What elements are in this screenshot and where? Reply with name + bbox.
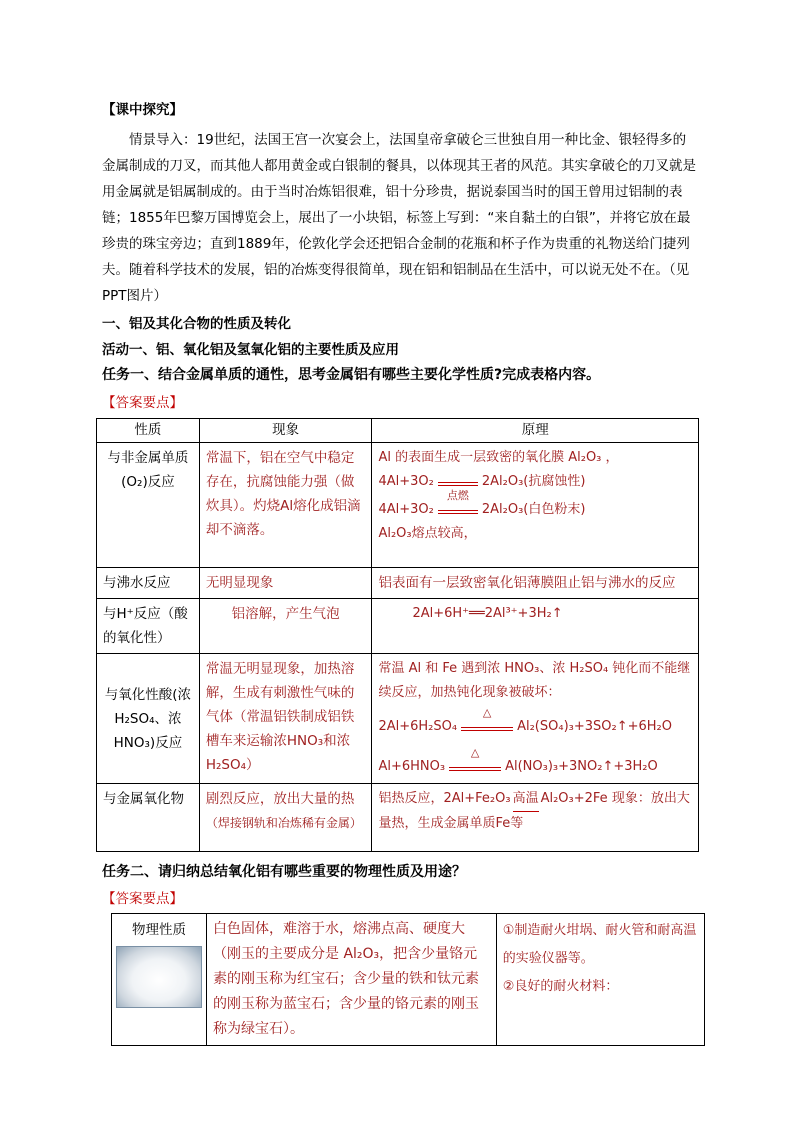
alumina-powder-image (116, 946, 202, 1008)
physical-property-cell (112, 914, 207, 1046)
row1-principle (372, 443, 699, 568)
eq-right: Al₂(SO₄)₃+3SO₂↑+6H₂O (517, 719, 672, 734)
properties-table (96, 418, 699, 852)
physical-property-label: 物理性质 (132, 922, 186, 938)
ignite-arrow (438, 488, 478, 520)
eq-left: 4Al+3O₂ (378, 474, 434, 489)
eq-right: Al(NO₃)₃+3NO₂↑+3H₂O (505, 759, 658, 774)
heat-arrow (461, 705, 513, 737)
high-temp-condition (513, 787, 539, 812)
row1-property: 与非金属单质(O₂)反应 (97, 443, 200, 568)
condition-text: 点燃 (446, 488, 469, 502)
header-property: 性质 (97, 419, 200, 443)
alumina-table (111, 913, 705, 1046)
row4-principle (372, 654, 699, 784)
eq-right: Al₂O₃+2Fe (540, 791, 608, 806)
condition-text: △ (470, 745, 480, 759)
use-1: ①制造耐火坩埚、耐火管和耐高温的实验仪器等。 (502, 923, 697, 966)
row3-principle: 2Al+6H⁺══2Al³⁺+3H₂↑ (372, 599, 699, 654)
thermite-prefix: 铝热反应， (378, 791, 444, 806)
eq-left: Al+6HNO₃ (378, 759, 446, 774)
row1-principle-line4: Al₂O₃熔点较高， (378, 526, 477, 541)
answer-label-2: 【答案要点】 (102, 891, 183, 907)
section-title: 【课中探究】 (102, 102, 183, 118)
row1-principle-line3 (378, 488, 692, 522)
row3-phenomenon: 铝溶解，产生气泡 (199, 599, 372, 654)
row4-property: 与氧化性酸(浓H₂SO₄、浓HNO₃)反应 (97, 654, 200, 784)
heat-arrow (449, 745, 501, 777)
row2-principle: 铝表面有一层致密氧化铝薄膜阻止铝与沸水的反应 (372, 568, 699, 599)
activity-1: 活动一、铝、氧化铝及氢氧化铝的主要性质及应用 (102, 342, 399, 358)
eq-left: 2Al+Fe₂O₃ (443, 791, 511, 806)
row5-phenomenon-line2: （焊接钢轨和冶炼稀有金属） (205, 816, 362, 830)
heading-1: 一、铝及其化合物的性质及转化 (102, 316, 291, 332)
row4-phenomenon: 常温无明显现象，加热溶解，生成有刺激性气味的气体（常温铝铁制成铝铁槽车来运输浓HNO₃和浓H₂SO₄） (199, 654, 372, 784)
task-1-text: 任务一、结合金属单质的通性，思考金属铝有哪些主要化学性质?完成表格内容。 (102, 367, 601, 383)
row2-property: 与沸水反应 (97, 568, 200, 599)
intro-paragraph: 情景导入：19世纪，法国王宫一次宴会上，法国皇帝拿破仑三世独自用一种比金、银轻得多的金属制成的刀叉，而其他人都用黄金或白银制的餐具，以体现其王者的风范。其实拿破仑的刀叉就是用金属就是铝属制成的。由于当时冶炼铝很难，铝十分珍贵，据说泰国当时的国王曾用过铝制的表链；1855年巴黎万国博览会上，展出了一小块铝，标签上写到：“来自黏土的白银”，并将它放在最珍贵的珠宝旁边；直到1889年，伦敦化学会还把铝合金制的花瓶和杯子作为贵重的礼物送给门捷列夫。随着科学技术的发展，铝的冶炼变得很简单，现在铝和铝制品在生活中，可以说无处不在。（见PPT图片） (102, 132, 696, 304)
eq-left: 2Al+6H₂SO₄ (378, 719, 458, 734)
row2-phenomenon: 无明显现象 (199, 568, 372, 599)
answer-label-1: 【答案要点】 (102, 395, 183, 411)
row5-phenomenon (199, 784, 372, 852)
row5-principle (372, 784, 699, 852)
header-principle: 原理 (372, 419, 699, 443)
row5-property: 与金属氧化物 (97, 784, 200, 852)
task-1 (102, 364, 600, 384)
eq-right: 2Al₂O₃(白色粉末) (481, 502, 586, 517)
row4-principle-line1: 常温 Al 和 Fe 遇到浓 HNO₃、浓 H₂SO₄ 钝化而不能继续反应，加热钝化现象被破坏： (378, 661, 691, 700)
physical-property-desc: 白色固体，难溶于水，熔沸点高、硬度大（刚玉的主要成分是 Al₂O₃，把含少量铬元素的刚玉称为红宝石；含少量的铁和钛元素的刚玉称为蓝宝石；含少量的铬元素的刚玉称为绿宝石）。 (207, 914, 497, 1046)
row1-phenomenon: 常温下，铝在空气中稳定存在，抗腐蚀能力强（做炊具）。灼烧Al熔化成铝滴却不滴落。 (199, 443, 372, 568)
row3-property: 与H⁺反应（酸的氧化性） (97, 599, 200, 654)
eq-right: 2Al₂O₃(抗腐蚀性) (481, 474, 586, 489)
task-2: 任务二、请归纳总结氧化铝有哪些重要的物理性质及用途？ (102, 864, 466, 880)
use-2: ②良好的耐火材料： (502, 979, 619, 994)
row5-phenomenon-line1: 剧烈反应，放出大量的热 (205, 791, 355, 807)
eq-left: 4Al+3O₂ (378, 502, 434, 517)
thermite-suffix: 现象：放出大量热，生成金属单质Fe等 (378, 791, 690, 831)
row4-principle-line3 (378, 745, 692, 779)
condition-text: △ (482, 705, 492, 719)
row4-principle-line2 (378, 705, 692, 739)
row1-principle-line1: Al 的表面生成一层致密的氧化膜 Al₂O₃ ， (378, 450, 619, 465)
condition-text: 高温 (512, 791, 539, 806)
row1-principle-line2 (378, 470, 692, 494)
uses-cell (496, 914, 704, 1046)
header-phenomenon: 现象 (199, 419, 372, 443)
